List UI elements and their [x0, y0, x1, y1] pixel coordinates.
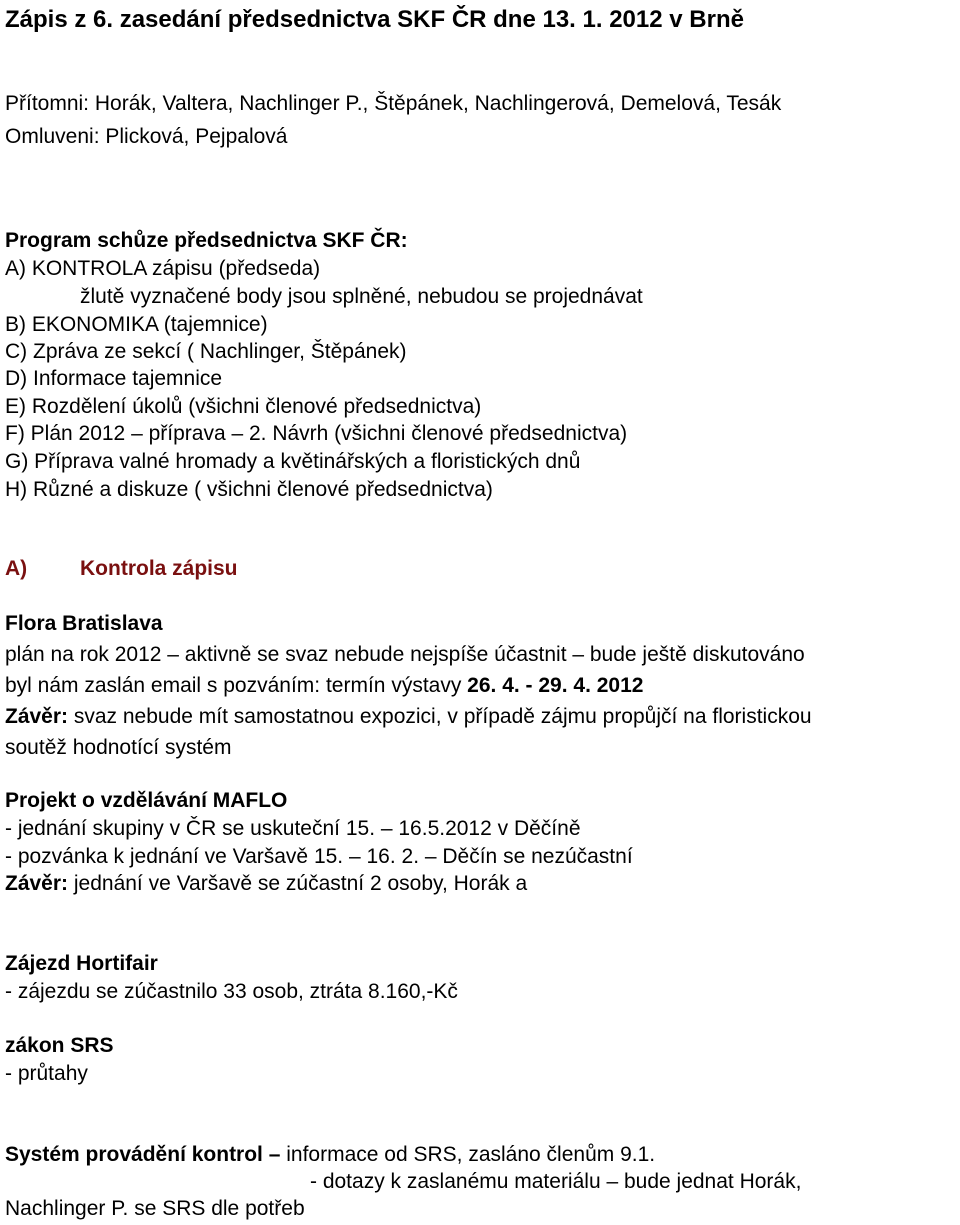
flora-line — [5, 674, 643, 698]
conclusion-label: Závěr: — [5, 872, 69, 895]
program-item: D) Informace tajemnice — [5, 367, 223, 390]
attendance-excused: Omluveni: Plicková, Pejpalová — [5, 125, 288, 148]
flora-invite-text: byl nám zaslán email s pozváním: termín výstavy — [5, 674, 468, 697]
kontroly-text: informace od SRS, zasláno členům 9.1. — [280, 1143, 656, 1166]
section-letter: A) — [5, 557, 28, 580]
program-item: C) Zpráva ze sekcí ( Nachlinger, Štěpánek) — [5, 340, 407, 363]
srs-line: - průtahy — [5, 1062, 88, 1085]
maflo-line: - jednání skupiny v ČR se uskuteční 15. – 16.5.2012 v Děčíně — [5, 817, 581, 840]
kontroly-heading: Systém provádění kontrol – — [5, 1143, 281, 1166]
program-item: G) Příprava valné hromady a květinářských a floristických dnů — [5, 450, 581, 473]
flora-conclusion-cont: soutěž hodnotící systém — [5, 736, 232, 759]
hortifair-line: - zájezdu se zúčastnilo 33 osob, ztráta 8.160,-Kč — [5, 980, 458, 1003]
program-heading: Program schůze předsednictva SKF ČR: — [5, 229, 408, 252]
conclusion-text: svaz nebude mít samostatnou expozici, v případě zájmu propůjčí na floristickou — [68, 705, 812, 728]
hortifair-heading: Zájezd Hortifair — [5, 952, 158, 975]
conclusion-text: jednání ve Varšavě se zúčastní 2 osoby, Horák a — [68, 872, 528, 895]
maflo-conclusion — [5, 872, 527, 896]
program-item: E) Rozdělení úkolů (všichni členové předsednictva) — [5, 395, 482, 418]
section-title: Kontrola zápisu — [80, 557, 238, 580]
attendance-present: Přítomni: Horák, Valtera, Nachlinger P., Štěpánek, Nachlingerová, Demelová, Tesák — [5, 92, 782, 115]
kontroly-line: - dotazy k zaslanému materiálu – bude jednat Horák, — [310, 1170, 802, 1193]
program-item: A) KONTROLA zápisu (předseda) — [5, 257, 321, 280]
program-note: žlutě vyznačené body jsou splněné, nebudou se projednávat — [80, 285, 643, 308]
flora-dates: 26. 4. - 29. 4. 2012 — [467, 674, 644, 697]
page-title: Zápis z 6. zasedání předsednictva SKF ČR dne 13. 1. 2012 v Brně — [5, 6, 744, 33]
kontroly-line: Nachlinger P. se SRS dle potřeb — [5, 1197, 305, 1220]
flora-line: plán na rok 2012 – aktivně se svaz nebude nejspíše účastnit – bude ještě diskutováno — [5, 643, 805, 666]
flora-heading: Flora Bratislava — [5, 612, 163, 635]
maflo-line: - pozvánka k jednání ve Varšavě 15. – 16. 2. – Děčín se nezúčastní — [5, 845, 633, 868]
kontroly-line — [5, 1143, 655, 1167]
program-item: F) Plán 2012 – příprava – 2. Návrh (všichni členové předsednictva) — [5, 422, 628, 445]
program-item: H) Různé a diskuze ( všichni členové předsednictva) — [5, 478, 493, 501]
conclusion-label: Závěr: — [5, 705, 69, 728]
maflo-heading: Projekt o vzdělávání MAFLO — [5, 789, 288, 812]
srs-heading: zákon SRS — [5, 1034, 114, 1057]
program-item: B) EKONOMIKA (tajemnice) — [5, 313, 268, 336]
flora-conclusion — [5, 705, 812, 729]
